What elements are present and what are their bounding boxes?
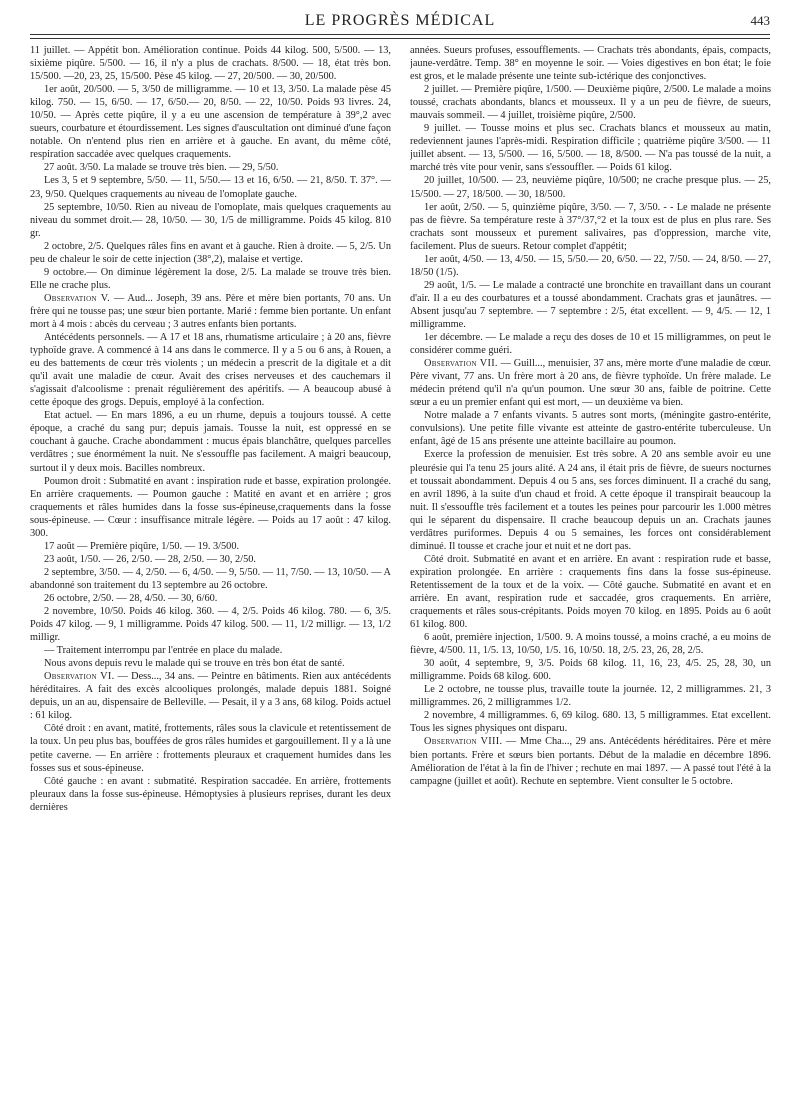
body-paragraph: 6 août, première injection, 1/500. 9. A moins toussé, a moins craché, a eu moins de fièvre, 4/500. 11, 1/5. 13, 10/50, 1/5. 16, 10/50. 18, 2/5. 23, 26, 28, 2/5. — [410, 632, 771, 657]
body-paragraph: 1er août, 4/50. — 13, 4/50. — 15, 5/50.— 20, 6/50. — 22, 7/50. — 24, 8/50. — 27, 18/50 (1/5). — [410, 253, 771, 278]
body-paragraph: 26 octobre, 2/50. — 28, 4/50. — 30, 6/60. — [44, 592, 218, 604]
body-paragraph: Côté droit : en avant, matité, frottements, râles sous la clavicule et retentissement de la toux. Un peu plus bas, bouffées de gros râles humides et gargouillement. Il y a là une petite caverne. — En arrière : frottements pleuraux et craquement humides dans les fosses sus et sous-épineuse. — [30, 723, 391, 774]
body-paragraph: 25 septembre, 10/50. Rien au niveau de l'omoplate, mais quelques craquements au niveau du sommet droit.— 28, 10/50. — 30, 1/5 de milligramme. Poids 45 kilog. 810 gr. — [30, 201, 391, 239]
body-paragraph: — Traitement interrompu par l'entrée en place du malade. — [44, 645, 283, 657]
observation-paragraph — [30, 292, 391, 331]
body-paragraph: Côté droit. Submatité en avant et en arrière. En avant : respiration rude et basse, expiration prolongée. En arrière : craquements fins dans la fosse sus-épineuse. Retentissement de la toux et de la voix. — Côté gauche. Submatité en avant et en arrière. En avant, respiration rude et saccadée, gros craquements. En arrière, craquements et râles sous-crépitants. Poids moyen 70 kilog. en 1895. Poids au 6 août 61 kilog. 800. — [410, 553, 771, 631]
body-paragraph: 29 août, 1/5. — Le malade a contracté une bronchite en travaillant dans un courant d'air. Il a eu des courbatures et a toussé abondamment. Crachats gras et jaunâtres. — Absent jusqu'au 7 septembre. — 7 septembre : 2/5, état excellent. — 9, 4/5. — 12, 1 milligramme. — [410, 279, 771, 330]
observation-label: Observation VII. — [424, 358, 498, 370]
right-column — [410, 44, 771, 1109]
observation-label: Observation VI. — [44, 671, 115, 683]
body-paragraph: 2 juillet. — Première piqûre, 1/500. — Deuxième piqûre, 2/500. Le malade a moins toussé, crachats abondants, blancs et mousseux. Il y a un peu de fièvre, de sueurs, mauvais sommeil. — 4 juillet, troisième piqûre, 2/500. — [410, 84, 771, 122]
body-paragraph: Nous avons depuis revu le malade qui se trouve en très bon état de santé. — [44, 658, 345, 670]
running-title: LE PROGRÈS MÉDICAL — [304, 12, 496, 29]
body-paragraph: 9 octobre.— On diminue légèrement la dose, 2/5. La malade se trouve très bien. Elle ne crache plus. — [30, 266, 391, 291]
body-paragraph: Côté gauche : en avant : submatité. Respiration saccadée. En arrière, frottements pleuraux dans la fosse sus-épineuse. Hémoptysies à plusieurs reprises, durant les deux dernières — [30, 775, 391, 813]
body-paragraph: 2 septembre, 3/50. — 4, 2/50. — 6, 4/50. — 9, 5/50. — 11, 7/50. — 13, 10/50. — A abandonné son traitement du 13 septembre au 26 octobre. — [30, 566, 391, 591]
body-paragraph: Poumon droit : Submatité en avant : inspiration rude et basse, expiration prolongée. En arrière craquements. — Poumon gauche : Matité en avant et en arrière ; gros craquements et râles humides dans la fosse sus-épineuse,craquements dans la fosse sous-épineuse. — Cœur : insuffisance mitrale légère. — Poids au 17 août : 47 kilog. 300. — [30, 475, 391, 539]
page-number: 443 — [750, 13, 770, 28]
header-rule — [30, 34, 770, 35]
body-paragraph: Antécédents personnels. — A 17 et 18 ans, rhumatisme articulaire ; à 20 ans, fièvre typhoïde grave. A commencé à 14 ans dans le commerce. Il y a 5 ou 6 ans, à Rouen, a eu des battements de cœur très violents ; un médecin a prescrit de la digitale et a dit qu'il avait une maladie de cœur. Avait des crises nerveuses et des cauchemars il s'agissait d'alcoolisme : prenait régulièrement des apéritifs. — A beaucoup abusé à cette époque des grogs. Depuis, employé à la confection. — [30, 332, 391, 409]
body-paragraph: 20 juillet, 10/500. — 23, neuvième piqûre, 10/500; ne crache presque plus. — 25, 15/500. — 27, 18/500. — 30, 18/500. — [410, 175, 771, 200]
observation-paragraph — [410, 357, 771, 409]
body-paragraph: 2 octobre, 2/5. Quelques râles fins en avant et à gauche. Rien à droite. — 5, 2/5. Un peu de chaleur le soir de cette injection (38°,2), malaise et vertige. — [30, 240, 391, 265]
observation-label: Observation VIII. — [424, 736, 503, 748]
body-paragraph: 2 novembre, 10/50. Poids 46 kilog. 360. — 4, 2/5. Poids 46 kilog. 780. — 6, 3/5. Poids 47 kilog. — 9, 1 milligramme. Poids 47 kilog. 500. — 11, 1/2 milligr. — 13, 1/2 milligr. — [30, 606, 391, 644]
body-paragraph: Le 2 octobre, ne tousse plus, travaille toute la journée. 12, 2 milligrammes. 21, 3 milligrammes. 26, 2 milligrammes 1/2. — [410, 684, 771, 709]
body-paragraph: 9 juillet. — Tousse moins et plus sec. Crachats blancs et mousseux au matin, redeviennent jaunes l'après-midi. Respiration difficile ; quatrième piqûre 3/500. — 11 juillet absent. — 13, 5/500. — 16, 5/500. — 18, 8/500. — N'a pas toussé de la nuit, a marché très vite pour venir, sans s'essouffler. — Poids 61 kilog. — [410, 123, 771, 174]
observation-text: — Aud... Joseph, 39 ans. Père et mère bien portants, 70 ans. Un frère qui ne tousse pas; une sœur bien portante. Marié : femme bien portante. Un enfant mort à 4 mois : abcès du cerveau ; 3 autres enfants bien portants. — [30, 292, 391, 330]
body-paragraph: Les 3, 5 et 9 septembre, 5/50. — 11, 5/50.— 13 et 16, 6/50. — 21, 8/50. T. 37°. — 23, 9/50. Quelques craquements au niveau de l'omoplate gauche. — [30, 175, 391, 200]
body-paragraph: 17 août — Première piqûre, 1/50. — 19. 3/500. — [44, 540, 240, 552]
body-paragraph: 27 août. 3/50. La malade se trouve très bien. — 29, 5/50. — [44, 162, 279, 174]
body-paragraph: 1er août, 2/50. — 5, quinzième piqûre, 3/50. — 7, 3/50. - - Le malade ne présente pas de fièvre. Sa température reste à 37°/37,°2 et la toux est de plus en plus rare. Ses crachats sont mousseux et purement salivaires, pas d'oppression, marche vite, facilement. Plus de sueurs. Retour complet d'appétit; — [410, 201, 771, 252]
body-paragraph: 2 novembre, 4 milligrammes. 6, 69 kilog. 680. 13, 5 milligrammes. Etat excellent. Tous les signes physiques ont disparu. — [410, 710, 771, 735]
body-paragraph: Exerce la profession de menuisier. Est très sobre. A 20 ans semble avoir eu une pleurésie qui l'a tenu 25 jours alité. A 24 ans, il était pris de fièvre, de sueurs nocturnes et toussait abondamment. Depuis 4 ou 5 ans, ses forces diminuent. Il a craché du sang, en avril 1896, à la suite d'un chaud et froid. A cette époque il transpirait beaucoup la nuit. Il s'essouffle très facilement et a toutes les peines pour parcourir les 1.000 mètres qui le séparent du dispensaire. Il crache beaucoup depuis un an. Crachats jaunes verdâtres puriformes. Depuis 4 ou 5 semaines, les forces ont considérablement diminué. Il tousse et crache jour et nuit et ne dort pas. — [410, 449, 771, 552]
body-paragraph: 30 août, 4 septembre, 9, 3/5. Poids 68 kilog. 11, 16, 23, 4/5. 25, 28, 30, un milligramme. Poids 68 kilog. 600. — [410, 658, 771, 683]
observation-text: — Guill..., menuisier, 37 ans, mère morte d'une maladie de cœur. Père vivant, 77 ans. Un frère mort à 20 ans, de fièvre typhoïde. Un frère malade. Le médecin prétend qu'il n'a qu'un poumon. Une sœur 30 ans, faible de poitrine. Cette sœur a eu un premier enfant qui est mort, — un deuxième va bien. — [410, 358, 771, 409]
body-paragraph: Notre malade a 7 enfants vivants. 5 autres sont morts, (méningite gastro-entérite, convulsions). Une petite fille vivante est atteinte de gastro-entérite tuberculeuse. Un enfant, âgé de 15 ans présente une atteinte bacillaire au poumon. — [410, 410, 771, 448]
observation-paragraph — [410, 735, 771, 787]
body-paragraph: 11 juillet. — Appétit bon. Amélioration continue. Poids 44 kilog. 500, 5/500. — 13, sixième piqûre. 5/500. — 16, il n'y a plus de crachats. 8/500. — 18, état très bon. 15/500. —20, 23, 25, 15/500. Pèse 45 kilog. — 27, 20/500. — 30, 20/500. — [30, 45, 391, 83]
body-paragraph: 1er août, 20/500. — 5, 3/50 de milligramme. — 10 et 13, 3/50. La malade pèse 45 kilog. 750. — 15, 6/50. — 17, 6/50.— 20, 8/50. — 22, 10/50. Poids 93 livres. 24, 10/50. — Après cette piqûre, il y a eu une ascension de température à 39°,2 avec sueurs, courbature et étourdissement. Les signes d'auscultation ont diminué d'une façon notable. On n'entend plus rien en arrière et à gauche. En avant, du même côté, respiration saccadée avec quelques craquements. — [30, 84, 391, 161]
body-paragraph: Etat actuel. — En mars 1896, a eu un rhume, depuis a toujours toussé. A cette époque, a craché du sang pur; depuis jamais. Tousse la nuit, est oppressé en se couchant à gauche. Crache abondamment : mucus épais blanchâtre, quelques parcelles verdâtres ; sue énormément la nuit. Ne s'essouffle pas facilement. A maigri beaucoup, surtout il y deux mois. Bacilles nombreux. — [30, 410, 391, 474]
observation-label: Observation V. — [44, 292, 111, 304]
body-paragraph: 1er décembre. — Le malade a reçu des doses de 10 et 15 milligrammes, on peut le considérer comme guéri. — [410, 332, 771, 357]
left-column — [30, 44, 391, 1109]
observation-text: — Dess..., 34 ans. — Peintre en bâtiments. Rien aux antécédents héréditaires. A fait des excès alcooliques prolongés, malade depuis 1881. Soigné depuis, un an au, dispensaire de Belleville. — Pesait, il y a 3 ans, 68 kilog. Poids actuel : 61 kilog. — [30, 671, 391, 722]
page-header — [30, 12, 770, 36]
observation-paragraph — [30, 670, 391, 722]
observation-text: — Mme Cha..., 29 ans. Antécédents héréditaires. Père et mère bien portants. Frère et sœurs bien portants. Début de la maladie en décembre 1896. Amélioration de l'état à la fin de l'hiver ; rechute en mai 1897. — A passé tout l'été à la campagne (juillet et août). Rechute en septembre. Vient consulter le 5 octobre. — [410, 736, 771, 787]
body-paragraph: années. Sueurs profuses, essoufflements. — Crachats très abondants, épais, compacts, jaune-verdâtre. Temp. 38° en moyenne le soir. — Voies digestives en bon état; le foie est gros, et le malade présente une teinte sub-ictérique des conjonctives. — [410, 45, 771, 83]
header-rule-thin — [30, 38, 770, 39]
body-paragraph: 23 août, 1/50. — 26, 2/50. — 28, 2/50. — 30, 2/50. — [44, 553, 256, 565]
